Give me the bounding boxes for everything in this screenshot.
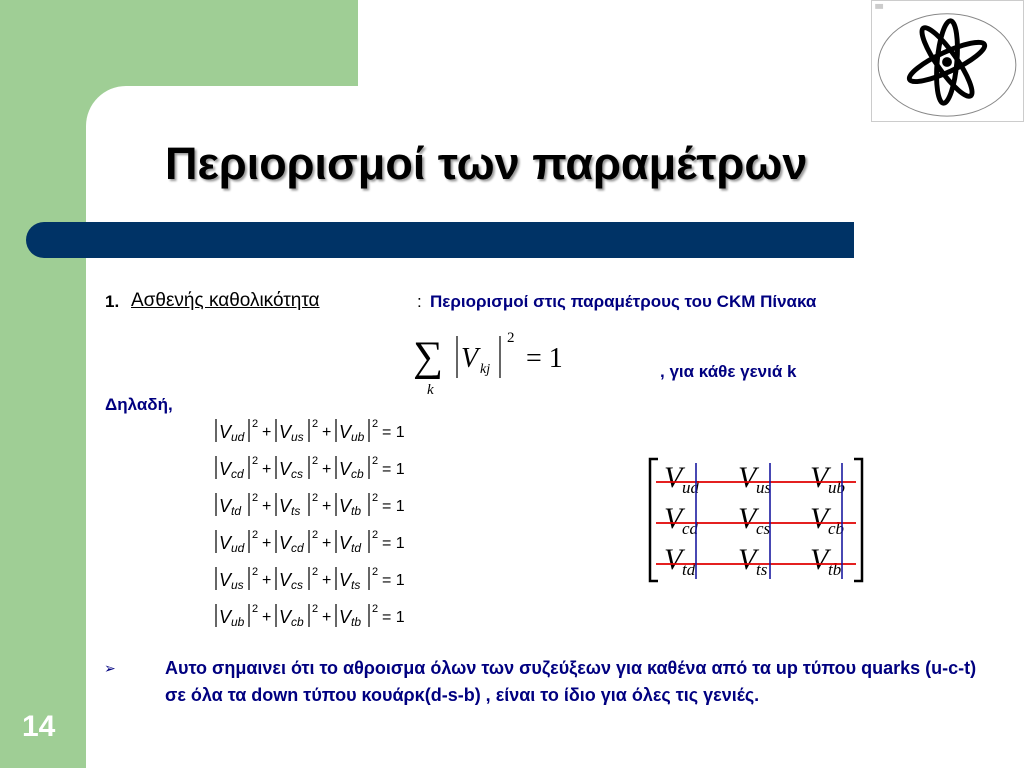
element-subscript: cd bbox=[231, 467, 244, 481]
equation-rhs: = 1 bbox=[382, 572, 405, 589]
matrix-element: V bbox=[279, 533, 292, 553]
matrix-element: V bbox=[279, 422, 292, 442]
plus-sign: + bbox=[262, 535, 272, 552]
sum-rhs: = 1 bbox=[526, 343, 563, 374]
ckm-element: V bbox=[738, 502, 757, 535]
matrix-element: V bbox=[279, 607, 292, 627]
equation-rhs: = 1 bbox=[382, 461, 405, 478]
atom-icon bbox=[871, 0, 1024, 122]
weak-universality-heading: Ασθενής καθολικότητα bbox=[131, 290, 320, 311]
equation-row bbox=[216, 418, 405, 444]
element-subscript: ud bbox=[231, 430, 245, 444]
element-subscript: us bbox=[291, 430, 304, 444]
ckm-element: V bbox=[738, 543, 757, 576]
element-subscript: ud bbox=[231, 541, 245, 555]
sum-symbol: ∑ bbox=[413, 334, 443, 380]
ckm-element: V bbox=[738, 461, 757, 494]
matrix-element: V bbox=[339, 533, 352, 553]
ckm-subscript: ub bbox=[828, 478, 845, 497]
matrix-element: V bbox=[219, 422, 232, 442]
plus-sign: + bbox=[322, 498, 332, 515]
point-number: 1. bbox=[105, 292, 120, 311]
element-subscript: ts bbox=[291, 504, 301, 518]
element-power: 2 bbox=[312, 603, 319, 615]
matrix-element: V bbox=[219, 607, 232, 627]
ckm-element: V bbox=[664, 543, 683, 576]
element-subscript: td bbox=[351, 541, 362, 555]
ckm-subscript: tb bbox=[828, 560, 842, 579]
matrix-element: V bbox=[339, 422, 352, 442]
plus-sign: + bbox=[262, 609, 272, 626]
equation-row bbox=[216, 455, 405, 481]
left-bracket bbox=[650, 459, 658, 581]
title-underline-bar bbox=[26, 222, 854, 258]
element-power: 2 bbox=[252, 603, 259, 615]
matrix-element: V bbox=[339, 570, 352, 590]
element-subscript: tb bbox=[351, 504, 362, 518]
plus-sign: + bbox=[322, 609, 332, 626]
right-bracket bbox=[854, 459, 862, 581]
ckm-matrix bbox=[644, 455, 870, 585]
element-subscript: ub bbox=[351, 430, 365, 444]
ckm-subscript: cd bbox=[682, 519, 699, 538]
equation-rhs: = 1 bbox=[382, 609, 405, 626]
element-subscript: ub bbox=[231, 615, 245, 629]
ckm-element: V bbox=[810, 502, 829, 535]
bullet-arrow-icon: ➢ bbox=[104, 660, 116, 676]
sum-index: k bbox=[427, 382, 434, 398]
ckm-constraints-description: Περιορισμοί στις παραμέτρους του CKM Πίνακα bbox=[430, 292, 817, 311]
plus-sign: + bbox=[322, 535, 332, 552]
element-power: 2 bbox=[372, 418, 379, 430]
each-generation-note: , για κάθε γενιά k bbox=[660, 362, 797, 381]
ckm-element: V bbox=[664, 502, 683, 535]
plus-sign: + bbox=[262, 461, 272, 478]
equation-row bbox=[216, 529, 405, 555]
element-subscript: td bbox=[231, 504, 242, 518]
plus-sign: + bbox=[322, 572, 332, 589]
element-power: 2 bbox=[312, 455, 319, 467]
element-power: 2 bbox=[252, 492, 259, 504]
element-subscript: tb bbox=[351, 615, 362, 629]
element-subscript: cd bbox=[291, 541, 304, 555]
element-power: 2 bbox=[252, 529, 259, 541]
ckm-element: V bbox=[810, 543, 829, 576]
element-subscript: cb bbox=[351, 467, 364, 481]
heading-colon: : bbox=[417, 292, 422, 311]
matrix-element: V bbox=[219, 570, 232, 590]
term-v: V bbox=[461, 343, 479, 374]
equation-rhs: = 1 bbox=[382, 498, 405, 515]
element-subscript: cb bbox=[291, 615, 304, 629]
element-power: 2 bbox=[372, 529, 379, 541]
term-sub: kj bbox=[480, 362, 491, 377]
matrix-element: V bbox=[279, 459, 292, 479]
plus-sign: + bbox=[262, 424, 272, 441]
matrix-element: V bbox=[339, 459, 352, 479]
element-power: 2 bbox=[312, 418, 319, 430]
element-subscript: us bbox=[231, 578, 244, 592]
ckm-element: V bbox=[810, 461, 829, 494]
matrix-element: V bbox=[219, 496, 232, 516]
element-subscript: cs bbox=[291, 578, 303, 592]
unitarity-equations bbox=[212, 408, 434, 633]
matrix-element: V bbox=[339, 607, 352, 627]
matrix-element: V bbox=[279, 496, 292, 516]
ckm-element: V bbox=[664, 461, 683, 494]
ckm-subscript: us bbox=[756, 478, 772, 497]
element-power: 2 bbox=[312, 492, 319, 504]
element-power: 2 bbox=[252, 566, 259, 578]
element-power: 2 bbox=[372, 603, 379, 615]
plus-sign: + bbox=[322, 424, 332, 441]
equation-row bbox=[216, 603, 405, 629]
equation-rhs: = 1 bbox=[382, 535, 405, 552]
matrix-element: V bbox=[279, 570, 292, 590]
equation-row bbox=[216, 492, 405, 518]
ckm-subscript: cb bbox=[828, 519, 845, 538]
element-power: 2 bbox=[372, 492, 379, 504]
bullet-text: Αυτο σημαινει ότι το αθροισμα όλων των συζεύξεων για καθένα από τα up τύπου quarks (u-c-t) σε όλα τα down τύπου κουάρκ(d-s-b) , είναι το ίδιο για όλες τις γενιές. bbox=[165, 658, 977, 705]
unitarity-sum-formula bbox=[411, 326, 591, 400]
element-subscript: cs bbox=[291, 467, 303, 481]
ckm-subscript: ud bbox=[682, 478, 699, 497]
plus-sign: + bbox=[322, 461, 332, 478]
matrix-element: V bbox=[219, 533, 232, 553]
page-number: 14 bbox=[22, 710, 56, 743]
ckm-subscript: td bbox=[682, 560, 696, 579]
element-power: 2 bbox=[252, 455, 259, 467]
element-power: 2 bbox=[312, 566, 319, 578]
equation-rhs: = 1 bbox=[382, 424, 405, 441]
element-power: 2 bbox=[372, 455, 379, 467]
namely-label: Δηλαδή, bbox=[105, 395, 173, 414]
element-power: 2 bbox=[252, 418, 259, 430]
slide-title: Περιορισμοί των παραμέτρων bbox=[165, 138, 808, 189]
ckm-subscript: ts bbox=[756, 560, 768, 579]
matrix-element: V bbox=[219, 459, 232, 479]
element-power: 2 bbox=[372, 566, 379, 578]
element-power: 2 bbox=[312, 529, 319, 541]
equation-row bbox=[216, 566, 405, 592]
plus-sign: + bbox=[262, 498, 272, 515]
matrix-element: V bbox=[339, 496, 352, 516]
term-power: 2 bbox=[507, 330, 515, 346]
element-subscript: ts bbox=[351, 578, 361, 592]
ckm-subscript: cs bbox=[756, 519, 771, 538]
plus-sign: + bbox=[262, 572, 272, 589]
